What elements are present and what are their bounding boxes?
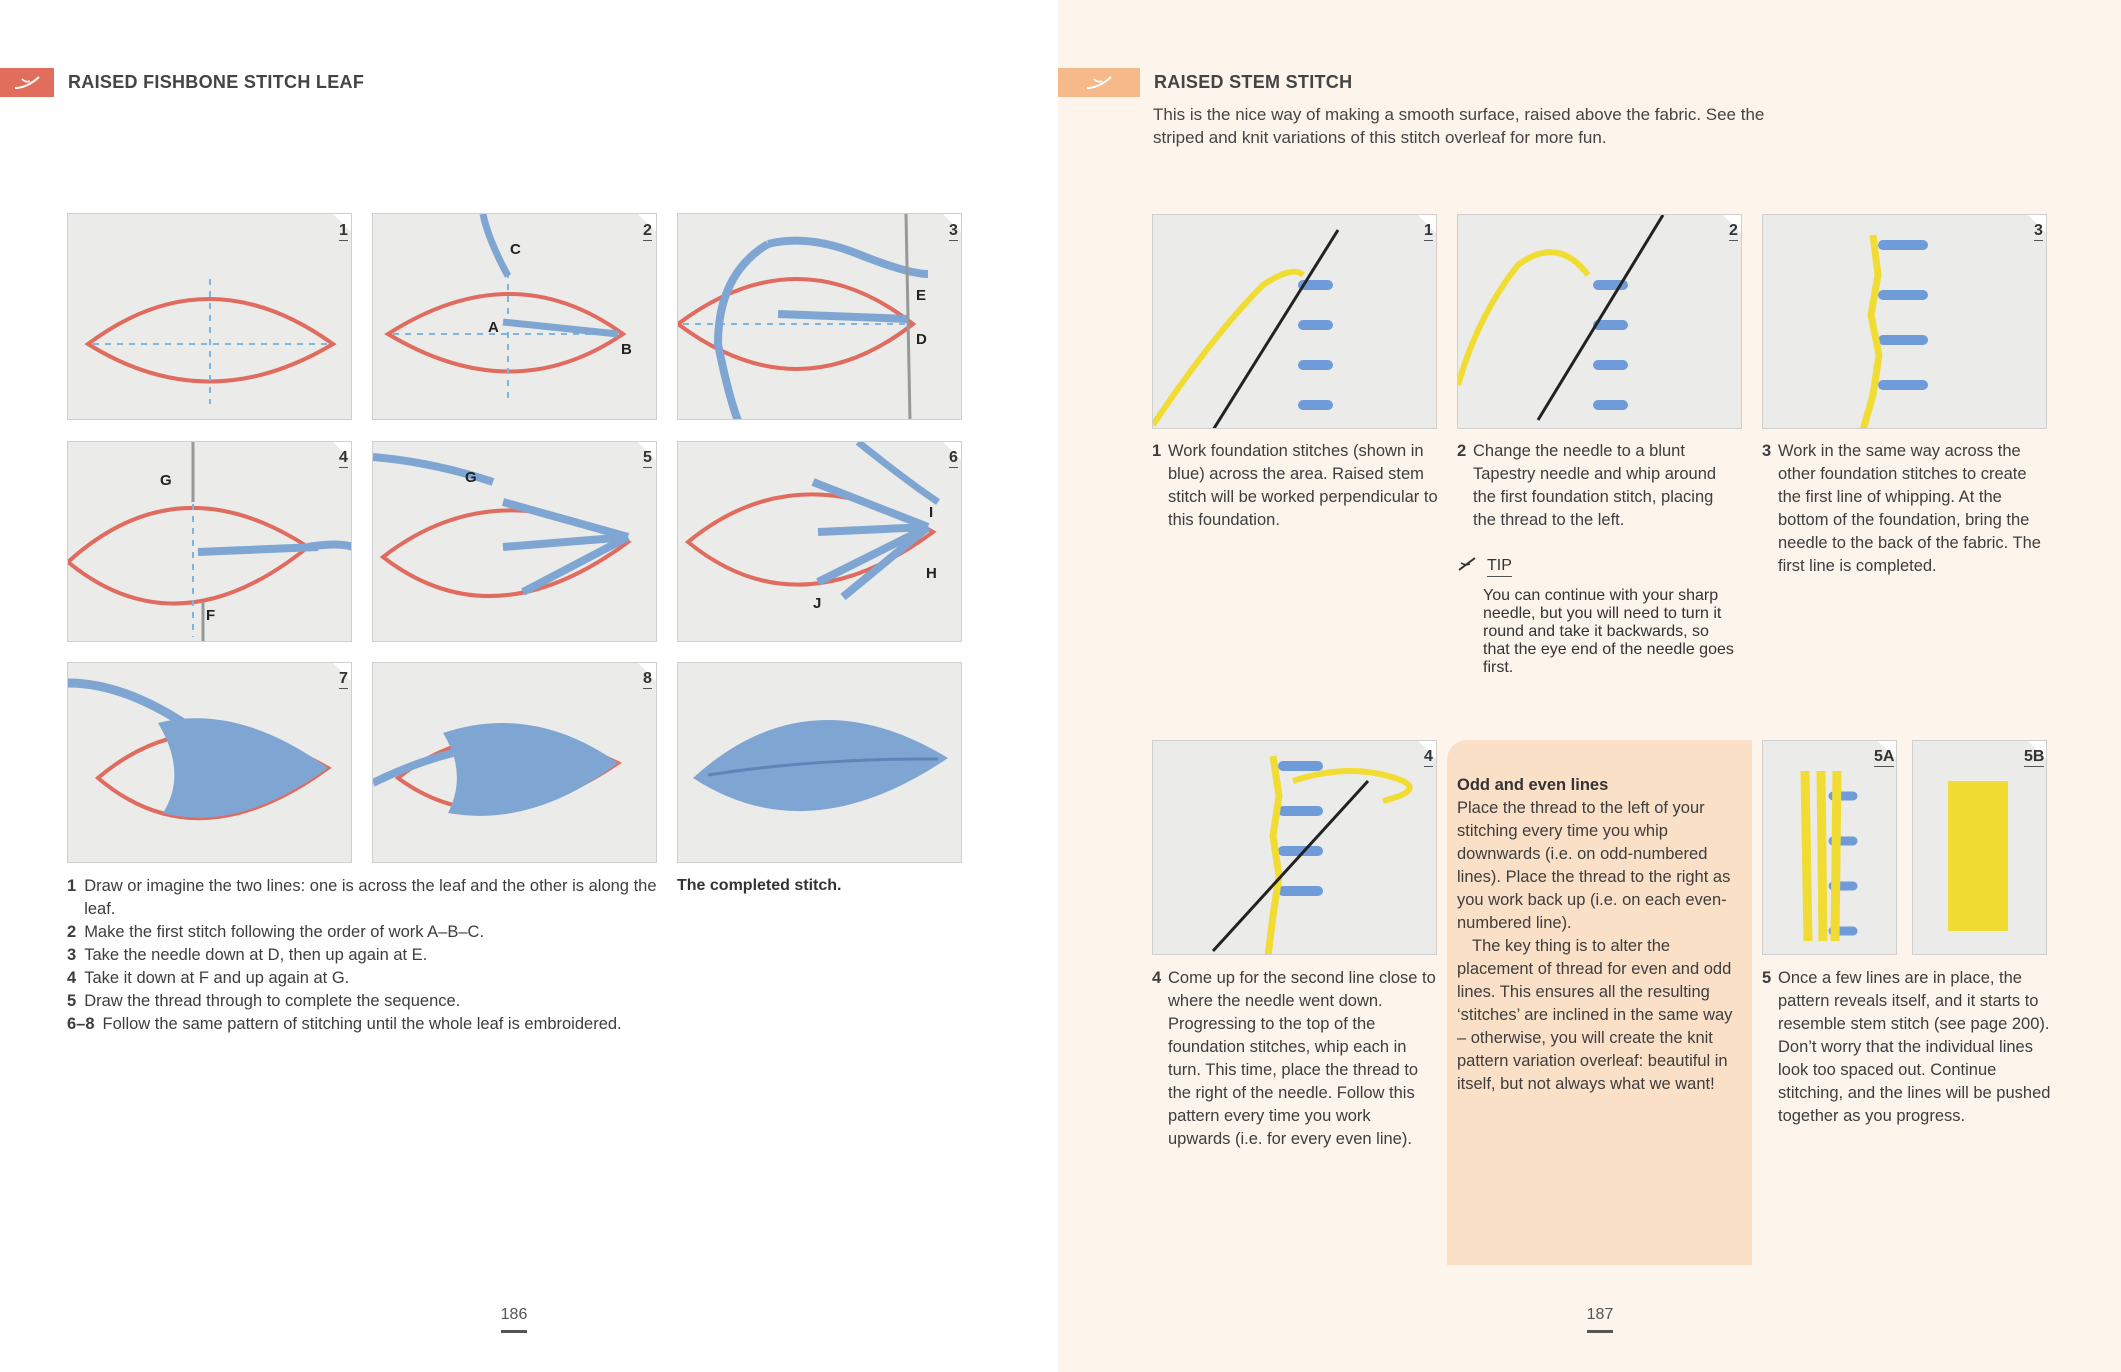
step-3: 3 Work in the same way across the other foundation stitches to create the first line of whipping. At the bottom of the foundation, bring the needle to the back of the fabric. The first line is completed. [1762, 442, 2041, 575]
photo-number: 8 [643, 670, 652, 687]
step-5: 5 Once a few lines are in place, the pattern reveals itself, and it starts to resemble stem stitch (see page 200). Don’t worry that the individual lines look too spaced out. Continue stitching, and the lines will be pushed together as you progress. [1762, 969, 2051, 1125]
info-panel [1447, 740, 1752, 1265]
photo-number: 7 [339, 670, 348, 687]
section-header [1058, 68, 1352, 97]
step-photo-5a [1762, 740, 1897, 955]
step-photo-4 [67, 441, 352, 642]
point-label: G [465, 469, 477, 486]
needle-icon [1457, 554, 1477, 579]
photo-number: 4 [1424, 748, 1433, 765]
point-label: C [510, 241, 521, 258]
step-photo-8 [372, 662, 657, 863]
panel-text: Place the thread to the left of your stitching every time you whip downwards (i.e. on odd-numbered lines). Place the thread to the right as you work back up (i.e. on each even-numbered line). [1457, 799, 1731, 932]
photo-number: 1 [339, 222, 348, 239]
panel-heading: Odd and even lines [1457, 776, 1609, 794]
point-label: I [929, 504, 934, 521]
photo-number: 3 [949, 222, 958, 239]
step-photo-1 [67, 213, 352, 420]
step-2: 2 Change the needle to a blunt Tapestry needle and whip around the first foundation stitch, placing the thread to the left. [1457, 442, 1717, 529]
list-item: 1 Draw or imagine the two lines: one is across the leaf and the other is along the leaf. [67, 877, 657, 918]
intro-text: This is the nice way of making a smooth surface, raised above the fabric. See the striped and knit variations of this stitch overleaf for more fun. [1153, 105, 1765, 147]
step-photo-6 [677, 441, 962, 642]
step-photo-3 [677, 213, 962, 420]
step-photo-3 [1762, 214, 2047, 429]
photo-number: 6 [949, 449, 958, 466]
photo-number: 5B [2024, 748, 2045, 765]
list-item: 2 Make the first stitch following the order of work A–B–C. [67, 923, 485, 941]
photo-number: 1 [1424, 222, 1433, 239]
point-label: J [813, 595, 822, 612]
step-1: 1 Work foundation stitches (shown in blue) across the area. Raised stem stitch will be worked perpendicular to this foundation. [1152, 442, 1438, 529]
list-item: 6–8 Follow the same pattern of stitching until the whole leaf is embroidered. [67, 1015, 622, 1033]
step-photo-4 [1152, 740, 1437, 955]
photo-number: 2 [643, 222, 652, 239]
tip-text: You can continue with your sharp needle, but you will need to turn it round and take it backwards, so that the eye end of the needle goes first. [1483, 587, 1734, 676]
list-item: 5 Draw the thread through to complete the sequence. [67, 992, 461, 1010]
page-number: 187 [1570, 1306, 1630, 1333]
point-label: E [916, 287, 927, 304]
step-photo-5b [1912, 740, 2047, 955]
point-label: F [206, 607, 216, 624]
point-label: B [621, 341, 632, 358]
list-item: 3 Take the needle down at D, then up again at E. [67, 946, 428, 964]
completed-photo [677, 662, 962, 863]
instruction-list [67, 875, 667, 1036]
panel-text: The key thing is to alter the placement of thread for even and odd lines. This ensures all the resulting ‘stitches’ are inclined in the same way – otherwise, you will create the knit pattern variation overleaf: beautiful in itself, but not always what we want! [1457, 937, 1733, 1093]
needle-icon [1058, 68, 1140, 97]
step-photo-2 [1457, 214, 1742, 429]
step-4: 4 Come up for the second line close to where the needle went down. Progressing to the top of the foundation stitches, whip each in turn. This time, place the thread to the right of the needle. Follow this pattern every time you work upwards (i.e. for every even line). [1152, 969, 1436, 1148]
step-photo-7 [67, 662, 352, 863]
completed-caption: The completed stitch. [677, 877, 842, 894]
photo-number: 4 [339, 449, 348, 466]
page-number: 186 [484, 1306, 544, 1333]
step-photo-1 [1152, 214, 1437, 429]
point-label: H [926, 565, 937, 582]
section-header [0, 68, 364, 97]
point-label: A [488, 319, 499, 336]
page-title: RAISED FISHBONE STITCH LEAF [68, 72, 365, 92]
point-label: D [916, 331, 927, 348]
tip-box [1457, 554, 1737, 677]
page-title: RAISED STEM STITCH [1154, 72, 1353, 92]
point-label: G [160, 472, 172, 489]
list-item: 4 Take it down at F and up again at G. [67, 969, 350, 987]
needle-icon [0, 68, 54, 97]
photo-number: 2 [1729, 222, 1738, 239]
tip-heading: TIP [1457, 554, 1737, 579]
photo-number: 5A [1874, 748, 1895, 765]
photo-number: 3 [2034, 222, 2043, 239]
photo-number: 5 [643, 449, 652, 466]
step-photo-5 [372, 441, 657, 642]
step-photo-2 [372, 213, 657, 420]
